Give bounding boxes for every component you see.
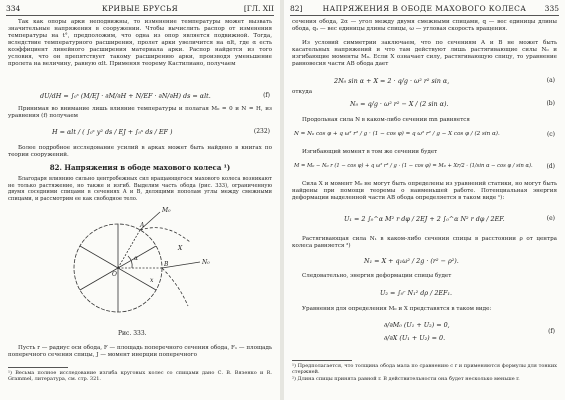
formula: ∂/∂M₀ (U₁ + U₂) = 0, [384,321,450,329]
equation-number: (f) [548,328,555,335]
equation-number: (e) [546,215,555,222]
formula: ∂/∂X (U₁ + U₂) = 0. [384,334,446,342]
equation-number: (b) [546,100,555,107]
paragraph: Продольная сила N в каком-либо сечении mn равняется [302,117,470,123]
formula: dU/dH = ∫₀ˢ (M/EJ · ∂M/∂H + N/EF · ∂N/∂H) ds = αlt. [40,92,211,100]
right-page [284,0,565,400]
header-rule [290,15,559,16]
rim-extension [162,268,188,306]
equation-number: (c) [546,131,555,138]
running-title: КРИВЫЕ БРУСЬЯ [101,4,179,13]
footnote: ²) Длина спицы принята равной r. В действительности она будет несколько меньше r. [292,376,520,382]
footnote: ¹) Предполагается, что толщина обода мала по сравнению с r и применяются формулы для тонких стержней. [292,363,557,375]
label-alpha: α [134,255,139,262]
label-n0: N₀ [202,259,210,266]
label-m0: M₀ [162,207,171,214]
paragraph: Уравнения для определения M₀ и X представятся в таком виде: [302,306,492,312]
equation-number: (d) [546,163,555,170]
paragraph: откуда [292,89,313,95]
paragraph: Следовательно, энергия деформации спицы будет [302,273,452,279]
equation-number: (a) [546,77,555,84]
formula: N₁ = X + q₁ω² / 2g · (r² − ρ²). [364,257,459,265]
bisector-line [118,230,140,268]
equation-number: (232) [253,128,270,135]
header-rule [6,15,274,16]
paragraph: Пусть r — радиус оси обода, F — площадь поперечного сечения обода, F₁ — площадь поперечного сечения спицы, J — момент инерции поперечного [8,345,272,358]
paragraph: Сила X и момент M₀ не могут быть определены из уравнений статики, но могут быть найдены при помощи теоремы о наименьшей работе. Потенциальная энергия деформации выделенной части AB обода определяется в таком виде ¹): [292,181,557,201]
formula: N = N₀ cos φ + q ω² r² / g · (1 − cos φ) = q ω² r² / g − X cos φ / (2 sin α). [294,131,500,137]
formula: M = M₀ − N₀ r (1 − cos φ) + q ω² r³ / g · (1 − cos φ) = M₀ + Xr/2 · (1/sin α − cos φ / sin α). [294,163,533,169]
equation-number: (f) [263,92,270,99]
paragraph: сечения обода, 2α — угол между двумя смежными спицами, q — вес единицы длины обода, q₁ — вес единицы длины спицы, ω — угловая скорость вращения. [292,19,557,32]
paragraph: Принимая во внимание лишь влияние температуры и полагая M₀ = 0 и N = H, из уравнения (f) получаем [8,106,272,119]
label-b: B [164,261,169,268]
paragraph: Изгибающий момент в том же сечении будет [302,149,438,155]
label-o: O [112,271,117,278]
label-x: x [150,277,154,284]
paragraph: Растягивающая сила N₁ в каком-либо сечении спицы в расстоянии ρ от центра колеса равняется ²) [292,236,557,249]
running-title: НАПРЯЖЕНИЯ В ОБОДЕ МАХОВОГО КОЛЕСА [322,4,527,13]
spoke [80,246,118,268]
label-x-force: X [178,245,183,252]
formula: N₀ = q/g · ω² r² − X / (2 sin α). [350,100,449,108]
paragraph: Благодаря влиянию сильно центробежных сил вращающегося махового колеса возникают не только растяжение, но также и изгиб. Выделим часть обода (рис. 333), ограниченную двумя соседними спицами в сечениях A и B, делящими пополам углы между смежными спицами, и рассмотрим ее как свободное тело. [8,176,272,202]
left-page [0,0,280,400]
paragraph: Из условий симметрии заключаем, что по сечениям A и B не может быть касательных напряжений и что там действуют лишь растягивающие силы N₀ и изгибающие моменты M₀. Если X означает силу, растягивающую спицу, то уравнение равновесия части AB обода дает [292,40,557,67]
formula: U₁ = 2 ∫₀^α M² r dφ / 2EJ + 2 ∫₀^α N² r dφ / 2EF. [344,215,505,223]
footnote: ¹) Весьма полное исследование изгиба круговых колес со спицами дано С. В. Вязенко и R. Grammel, литература, см. стр. 321. [8,370,272,382]
formula: H = αlt / ( ∫₀ˢ y² ds / EJ + ∫₀ˢ ds / EF ) [52,128,173,136]
section-title: 82. Напряжения в ободе махового колеса ¹) [49,163,231,172]
formula: U₂ = ∫₀ʳ N₁² dρ / 2EF₁. [380,289,453,297]
flywheel-figure [50,202,230,327]
paragraph: Так как опоры арки неподвижны, то изменение температуры может вызвать значительные напряжения в сооружении. Чтобы вычислить распор от изменения температуры на t°, предположим, что одна из опор является подвижной. Тогда, вследствие температурного расширения, пролет арки увеличится на αlt, где α есть коэффициент линейного расширения материала арки. Распор найдется из того условия, что он препятствует такому расширению арки, производя уменьшение пролета на величину, равную αlt. Применяя теорему Кастилиано, получаем [8,19,272,67]
label-a: A [140,222,145,229]
footnote-rule [292,360,352,361]
page-number: 335 [544,4,559,13]
page-number: 334 [6,4,21,13]
figure-caption: Рис. 333. [118,330,147,337]
paragraph: Более подробное исследование усилий в арках может быть найдено в книгах по теории сооружений. [8,145,272,158]
section-number: 82] [290,4,303,13]
chapter-ref: [ГЛ. XII [243,4,274,13]
formula: 2N₀ sin α + X = 2 · q/g · ω² r² sin α, [334,77,450,85]
footnote-rule [8,367,68,368]
